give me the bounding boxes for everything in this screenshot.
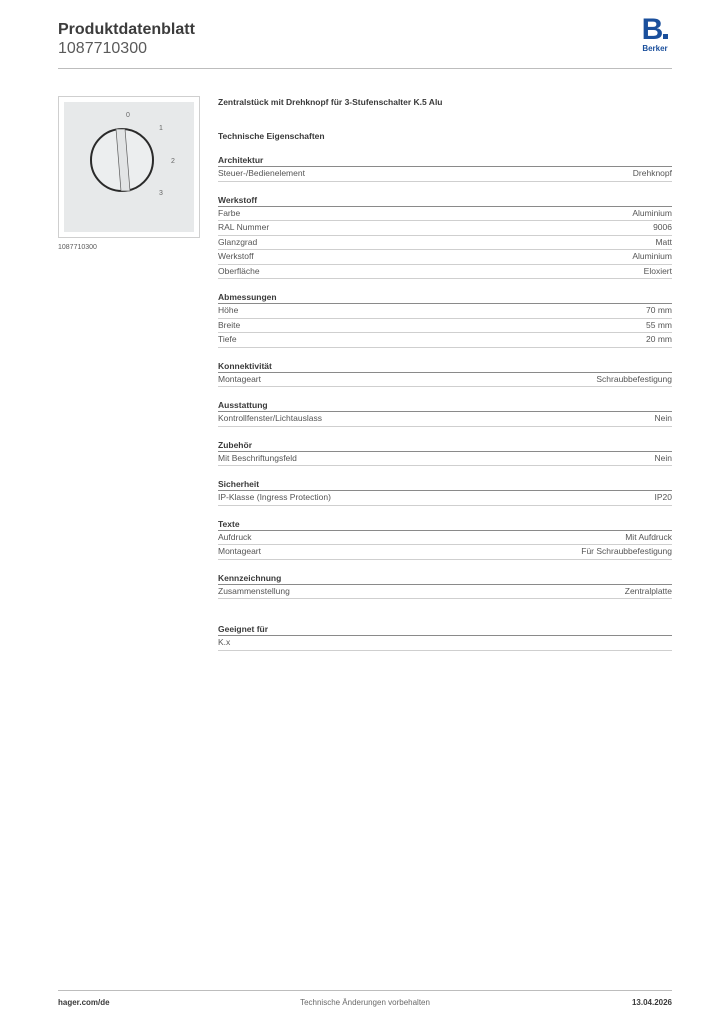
property-value: Aluminium xyxy=(632,207,672,218)
logo-mark: B xyxy=(638,16,672,44)
document-title: Produktdatenblatt xyxy=(58,21,195,38)
property-section xyxy=(218,478,672,506)
dial-label-2: 2 xyxy=(171,158,175,165)
property-section xyxy=(218,572,672,600)
property-row xyxy=(218,221,672,236)
property-row xyxy=(218,545,672,560)
property-value: 9006 xyxy=(653,222,672,232)
property-label: Tiefe xyxy=(218,334,237,344)
property-row xyxy=(218,373,672,388)
property-row xyxy=(218,304,672,319)
property-value: Zentralplatte xyxy=(624,585,672,596)
property-row xyxy=(218,236,672,251)
property-sections xyxy=(218,154,672,651)
property-section xyxy=(218,518,672,560)
property-label: K.x xyxy=(218,637,231,647)
property-value: Nein xyxy=(654,452,672,463)
section-title: Architektur xyxy=(218,154,672,167)
section-title: Abmessungen xyxy=(218,291,672,304)
document-header xyxy=(58,13,672,70)
product-name: Zentralstück mit Drehknopf für 3-Stufenschalter K.5 Alu xyxy=(218,97,443,107)
section-title: Ausstattung xyxy=(218,399,672,412)
property-section xyxy=(218,291,672,348)
product-details xyxy=(218,96,672,651)
section-title: Geeignet für xyxy=(218,623,672,636)
section-title: Konnektivität xyxy=(218,360,672,373)
property-label: Oberfläche xyxy=(218,265,260,276)
dial-label-0: 0 xyxy=(126,112,130,119)
property-label: Farbe xyxy=(218,207,241,218)
property-label: Aufdruck xyxy=(218,531,252,542)
property-value: Drehknopf xyxy=(632,168,672,178)
property-label: Mit Beschriftungsfeld xyxy=(218,452,297,463)
dial-label-3: 3 xyxy=(159,190,163,197)
section-title: Sicherheit xyxy=(218,478,672,491)
image-caption: 1087710300 xyxy=(58,244,97,251)
property-label: Montageart xyxy=(218,546,261,556)
document-footer xyxy=(58,998,672,1010)
section-title: Zubehör xyxy=(218,439,672,452)
property-row xyxy=(218,491,672,506)
section-title: Texte xyxy=(218,518,672,531)
footer-divider xyxy=(58,990,672,991)
property-section xyxy=(218,399,672,427)
header-divider xyxy=(58,68,672,69)
property-row xyxy=(218,452,672,467)
product-image xyxy=(58,96,200,238)
property-value: Schraubbefestigung xyxy=(596,373,672,384)
property-row xyxy=(218,167,672,182)
property-label: Steuer-/Bedienelement xyxy=(218,168,305,178)
property-label: Kontrollfenster/Lichtauslass xyxy=(218,413,322,423)
property-value: Eloxiert xyxy=(643,265,672,276)
product-plate xyxy=(64,102,194,232)
berker-logo xyxy=(638,13,672,53)
property-value: IP20 xyxy=(654,492,672,502)
property-section xyxy=(218,360,672,388)
property-label: Glanzgrad xyxy=(218,236,258,247)
property-section xyxy=(218,439,672,467)
section-title: Werkstoff xyxy=(218,194,672,207)
property-label: Werkstoff xyxy=(218,251,254,261)
property-value: Aluminium xyxy=(632,251,672,261)
article-number: 1087710300 xyxy=(58,40,147,57)
property-row xyxy=(218,265,672,280)
footer-date: 13.04.2026 xyxy=(631,998,672,1007)
property-label: Montageart xyxy=(218,373,261,384)
property-value: 55 mm xyxy=(646,319,672,330)
property-value: Nein xyxy=(654,413,672,423)
property-row xyxy=(218,333,672,348)
dial-label-1: 1 xyxy=(159,125,163,132)
footer-disclaimer: Technische Änderungen vorbehalten xyxy=(300,998,430,1007)
property-label: Zusammenstellung xyxy=(218,585,290,596)
property-value: Für Schraubbefestigung xyxy=(581,546,672,556)
property-row xyxy=(218,585,672,600)
property-row xyxy=(218,636,672,651)
rotary-switch-illustration xyxy=(64,102,194,232)
property-value: 70 mm xyxy=(646,305,672,315)
property-label: Breite xyxy=(218,319,241,330)
property-row xyxy=(218,412,672,427)
property-section xyxy=(218,194,672,280)
property-row xyxy=(218,250,672,265)
footer-website: hager.com/de xyxy=(58,998,110,1007)
property-section xyxy=(218,154,672,182)
property-value: Matt xyxy=(655,236,672,247)
property-row xyxy=(218,207,672,222)
property-row xyxy=(218,531,672,546)
property-label: RAL Nummer xyxy=(218,222,270,232)
property-label: Höhe xyxy=(218,305,239,315)
property-row xyxy=(218,319,672,334)
logo-text: Berker xyxy=(642,44,668,53)
section-title: Kennzeichnung xyxy=(218,572,672,585)
property-section xyxy=(218,623,672,651)
property-value: 20 mm xyxy=(646,334,672,344)
property-label: IP-Klasse (Ingress Protection) xyxy=(218,492,331,502)
technical-properties-title: Technische Eigenschaften xyxy=(218,131,325,141)
property-value: Mit Aufdruck xyxy=(625,531,672,542)
